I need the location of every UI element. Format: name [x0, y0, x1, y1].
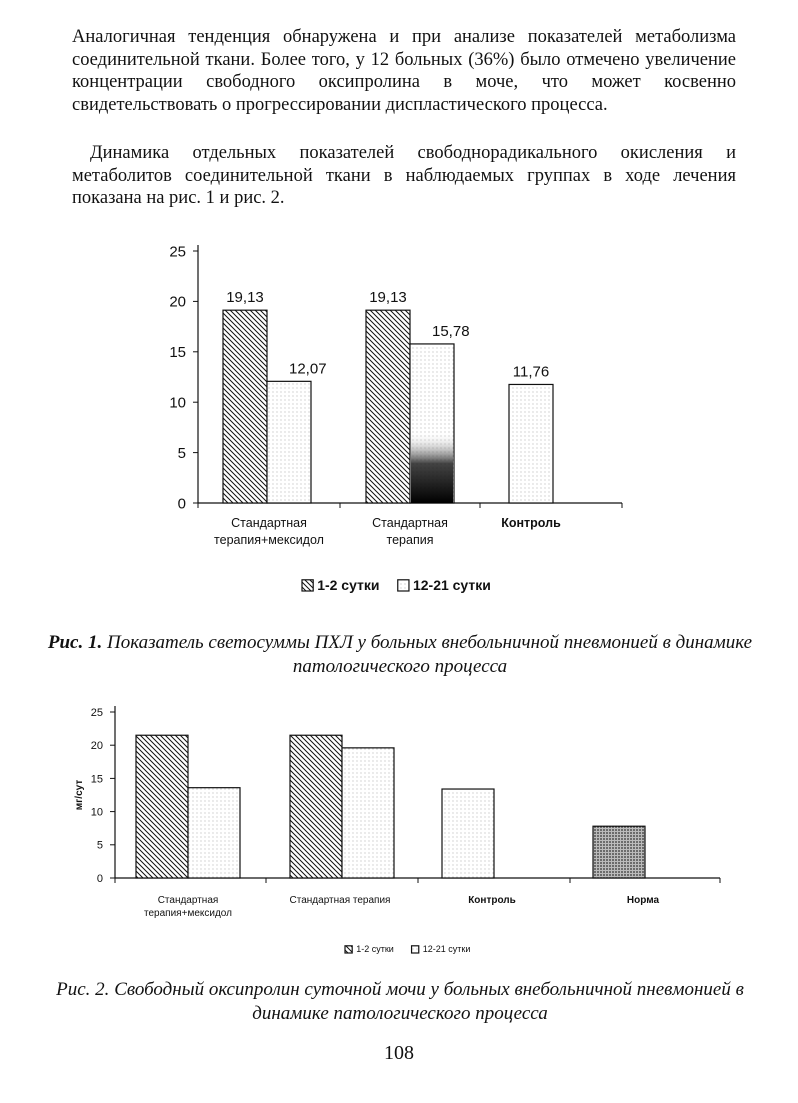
data-label: 19,13	[369, 289, 407, 307]
y-tick-label: 0	[96, 872, 103, 885]
category-label: Контроль	[468, 895, 516, 906]
y-tick-label: 5	[96, 839, 103, 852]
y-tick-label: 25	[90, 706, 103, 719]
legend-swatch-days-1-2	[302, 580, 313, 591]
legend-swatch-days-12-21	[412, 946, 419, 953]
category-label: Стандартная терапия	[289, 895, 391, 906]
data-label: 11,76	[512, 363, 550, 381]
bar-days-1-2	[223, 310, 267, 503]
bar-days-12-21	[188, 788, 240, 878]
category-label: Стандартная	[157, 895, 219, 906]
legend-label-days-12-21: 12-21 сутки	[422, 944, 471, 954]
bar-days-1-2	[136, 735, 188, 878]
paragraph-2: Динамика отдельных показателей свободнорадикального окисления и метаболитов соединительной ткани в наблюдаемых группах в ходе лечения показана на рис. 1 и рис. 2.	[72, 143, 736, 208]
figure-2-caption-label: Рис. 2.	[56, 979, 110, 1000]
category-label: терапия+мексидол	[214, 533, 324, 547]
y-tick-label: 15	[90, 773, 103, 786]
y-axis-label: мг/сут	[74, 779, 85, 811]
bar-days-1-2	[366, 310, 410, 503]
data-label: 15,78	[432, 322, 470, 340]
y-tick-label: 25	[169, 243, 186, 261]
y-tick-label: 10	[169, 394, 186, 412]
bar-days-12-21	[593, 826, 645, 878]
data-label: 12,07	[289, 360, 327, 378]
data-label: 19,13	[226, 289, 264, 307]
category-label: терапия	[386, 533, 434, 547]
legend-label-days-1-2: 1-2 сутки	[356, 944, 394, 954]
paragraph-1: Аналогичная тенденция обнаружена и при анализе показателей метаболизма соединительной ткани. Более того, у 12 больных (36%) было отмечено увеличение концентрации свободного оксипролина в моче, что может косвенно свидетельствовать о прогрессировании диспластического процесса.	[72, 27, 736, 115]
category-label: Стандартная	[231, 516, 307, 530]
figure-1-caption-text: Показатель светосуммы ПХЛ у больных внебольничной пневмонией в динамике патологического процесса	[106, 632, 753, 677]
y-tick-label: 20	[90, 740, 103, 753]
y-tick-label: 5	[177, 444, 186, 462]
bar-days-12-21	[267, 381, 311, 503]
bar-days-1-2	[290, 735, 342, 878]
category-label: Норма	[626, 895, 660, 906]
bar-shading	[411, 345, 453, 503]
category-label: Контроль	[501, 516, 561, 530]
category-label: терапия+мексидол	[144, 908, 232, 919]
figure-1-caption-label: Рис. 1.	[47, 632, 103, 653]
category-label: Стандартная	[372, 516, 448, 530]
figure-2-chart	[0, 700, 798, 965]
page-number: 108	[384, 1042, 414, 1064]
figure-2-caption-text: Свободный оксипролин суточной мочи у больных внебольничной пневмонией в динамике патологического процесса	[114, 979, 744, 1024]
legend-label-days-12-21: 12-21 сутки	[412, 577, 491, 593]
figure-1-caption	[40, 631, 760, 679]
bar-days-12-21	[442, 789, 494, 878]
figure-1-chart	[0, 235, 798, 600]
bar-days-12-21	[342, 748, 394, 878]
y-tick-label: 20	[169, 293, 186, 311]
legend-swatch-days-1-2	[345, 946, 352, 953]
legend-label-days-1-2: 1-2 сутки	[317, 577, 380, 593]
y-tick-label: 15	[169, 344, 186, 362]
legend-swatch-days-12-21	[398, 580, 409, 591]
figure-2-caption	[40, 978, 760, 1026]
y-tick-label: 10	[90, 806, 103, 819]
y-tick-label: 0	[177, 495, 186, 513]
bar-days-12-21	[509, 384, 553, 503]
